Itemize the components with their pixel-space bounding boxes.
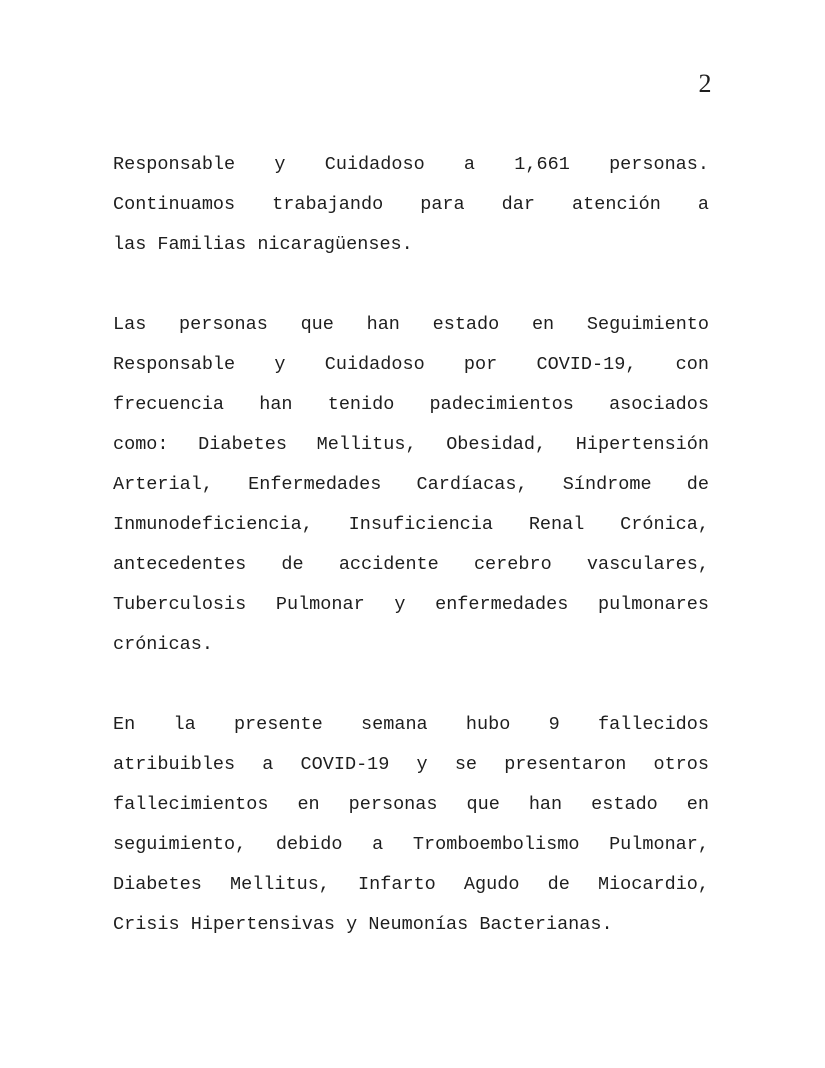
text-line: fallecimientos en personas que han estado en bbox=[113, 794, 709, 815]
text-line: Tuberculosis Pulmonar y enfermedades pulmonares bbox=[113, 594, 709, 615]
text-line: antecedentes de accidente cerebro vasculares, bbox=[113, 554, 709, 575]
paragraph-1 bbox=[113, 145, 709, 265]
text-line: Arterial, Enfermedades Cardíacas, Síndrome de bbox=[113, 474, 709, 495]
text-line: las Familias nicaragüenses. bbox=[113, 234, 413, 255]
text-line: Responsable y Cuidadoso por COVID-19, con bbox=[113, 354, 709, 375]
text-line: Las personas que han estado en Seguimiento bbox=[113, 314, 709, 335]
text-line: crónicas. bbox=[113, 634, 213, 655]
text-line: Diabetes Mellitus, Infarto Agudo de Miocardio, bbox=[113, 874, 709, 895]
text-line: Crisis Hipertensivas y Neumonías Bacterianas. bbox=[113, 914, 613, 935]
text-line: Inmunodeficiencia, Insuficiencia Renal Crónica, bbox=[113, 514, 709, 535]
text-line: frecuencia han tenido padecimientos asociados bbox=[113, 394, 709, 415]
text-line: En la presente semana hubo 9 fallecidos bbox=[113, 714, 709, 735]
text-line: como: Diabetes Mellitus, Obesidad, Hipertensión bbox=[113, 434, 709, 455]
page-number: 2 bbox=[698, 69, 712, 98]
text-line: seguimiento, debido a Tromboembolismo Pulmonar, bbox=[113, 834, 709, 855]
text-line: Responsable y Cuidadoso a 1,661 personas. bbox=[113, 154, 709, 175]
paragraph-2 bbox=[113, 305, 709, 665]
paragraph-3 bbox=[113, 705, 709, 945]
text-block bbox=[113, 145, 709, 985]
text-line: atribuibles a COVID-19 y se presentaron otros bbox=[113, 754, 709, 775]
text-line: Continuamos trabajando para dar atención a bbox=[113, 194, 709, 215]
